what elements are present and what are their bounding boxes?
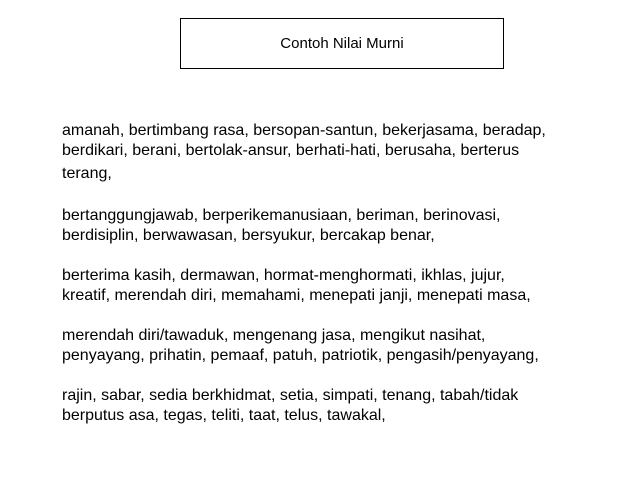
values-line: rajin, sabar, sedia berkhidmat, setia, simpati, tenang, tabah/tidak <box>62 387 519 404</box>
values-line: kreatif, merendah diri, memahami, menepati janji, menepati masa, <box>62 287 531 304</box>
values-line: berputus asa, tegas, teliti, taat, telus, tawakal, <box>62 407 386 424</box>
page-title: Contoh Nilai Murni <box>280 35 404 52</box>
values-line: penyayang, prihatin, pemaaf, patuh, patriotik, pengasih/penyayang, <box>62 347 539 364</box>
values-line: berdisiplin, berwawasan, bersyukur, bercakap benar, <box>62 227 435 244</box>
values-line: terang, <box>62 165 112 182</box>
values-line: amanah, bertimbang rasa, bersopan-santun, bekerjasama, beradap, <box>62 122 546 139</box>
title-box <box>180 18 504 69</box>
values-line: berterima kasih, dermawan, hormat-menghormati, ikhlas, jujur, <box>62 267 505 284</box>
values-line: merendah diri/tawaduk, mengenang jasa, mengikut nasihat, <box>62 327 486 344</box>
values-line: berdikari, berani, bertolak-ansur, berhati-hati, berusaha, berterus <box>62 142 520 159</box>
values-line: bertanggungjawab, berperikemanusiaan, beriman, berinovasi, <box>62 207 501 224</box>
